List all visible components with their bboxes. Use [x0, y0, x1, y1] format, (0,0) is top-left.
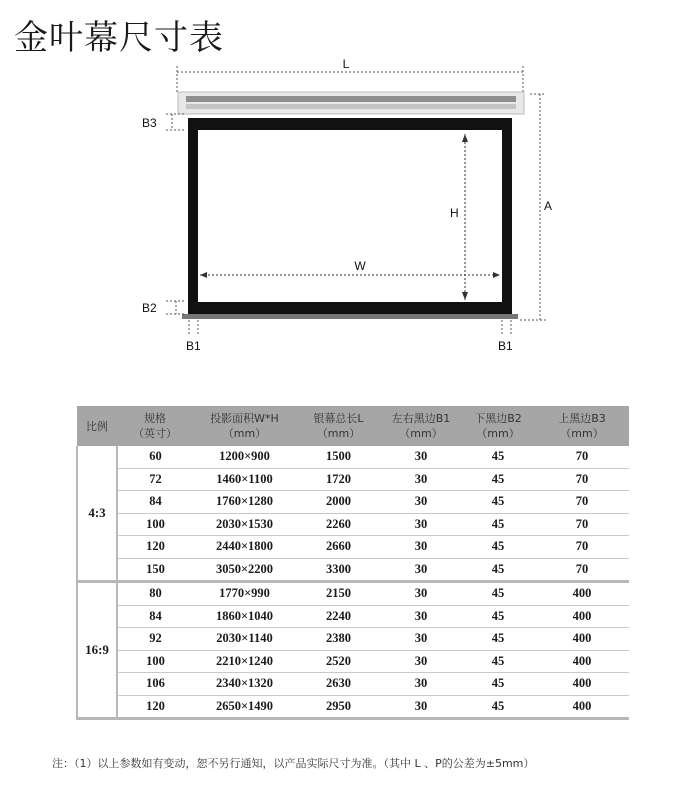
dimension-b3 — [166, 114, 186, 130]
table-header-row — [77, 406, 629, 446]
side-border-cell: 30 — [381, 558, 461, 582]
header-side-border: 左右黑边B1 （mm） — [381, 406, 461, 446]
table-row — [77, 695, 629, 719]
projection-area-cell: 1460×1100 — [193, 468, 296, 491]
ratio-cell: 16:9 — [77, 582, 117, 719]
top-border-cell: 70 — [535, 446, 629, 468]
bottom-border-cell: 45 — [461, 558, 535, 582]
bottom-border-cell: 45 — [461, 468, 535, 491]
header-top-border: 上黑边B3 （mm） — [535, 406, 629, 446]
bottom-border-cell: 45 — [461, 513, 535, 536]
size-cell: 106 — [117, 673, 193, 696]
top-border-cell: 400 — [535, 695, 629, 719]
table-row — [77, 468, 629, 491]
size-spec-table — [76, 406, 629, 720]
dimension-l — [177, 66, 523, 92]
table-row — [77, 673, 629, 696]
dimension-a — [520, 94, 546, 320]
table-row — [77, 536, 629, 559]
projection-area-cell: 1760×1280 — [193, 491, 296, 514]
ratio-cell: 4:3 — [77, 446, 117, 582]
total-length-cell: 2150 — [296, 582, 381, 606]
header-projection-area: 投影面积W*H （mm） — [193, 406, 296, 446]
side-border-cell: 30 — [381, 628, 461, 651]
projection-area-cell: 1860×1040 — [193, 605, 296, 628]
size-cell: 100 — [117, 513, 193, 536]
table-row — [77, 513, 629, 536]
side-border-cell: 30 — [381, 491, 461, 514]
bottom-border-cell: 45 — [461, 491, 535, 514]
bottom-border-cell: 45 — [461, 446, 535, 468]
bottom-border-cell: 45 — [461, 673, 535, 696]
bottom-border-cell: 45 — [461, 695, 535, 719]
label-l: L — [342, 57, 350, 71]
label-h: H — [450, 206, 459, 220]
top-border-cell: 400 — [535, 650, 629, 673]
projection-area-cell: 2340×1320 — [193, 673, 296, 696]
size-cell: 120 — [117, 695, 193, 719]
side-border-cell: 30 — [381, 695, 461, 719]
total-length-cell: 2660 — [296, 536, 381, 559]
size-cell: 92 — [117, 628, 193, 651]
side-border-cell: 30 — [381, 605, 461, 628]
dimension-b1-left — [189, 320, 198, 336]
total-length-cell: 2950 — [296, 695, 381, 719]
total-length-cell: 1500 — [296, 446, 381, 468]
total-length-cell: 2000 — [296, 491, 381, 514]
table-row — [77, 491, 629, 514]
side-border-cell: 30 — [381, 650, 461, 673]
bottom-border-cell: 45 — [461, 628, 535, 651]
top-border-cell: 400 — [535, 582, 629, 606]
size-cell: 100 — [117, 650, 193, 673]
label-b1-right: B1 — [498, 339, 513, 353]
label-b3: B3 — [142, 116, 157, 130]
projection-area-cell: 3050×2200 — [193, 558, 296, 582]
table-body — [77, 446, 629, 719]
page-title: 金叶幕尺寸表 — [14, 18, 224, 58]
side-border-cell: 30 — [381, 582, 461, 606]
top-border-cell: 400 — [535, 605, 629, 628]
top-border-cell: 70 — [535, 558, 629, 582]
dimension-b1-right — [502, 320, 511, 336]
size-cell: 72 — [117, 468, 193, 491]
table-row — [77, 558, 629, 582]
label-a: A — [544, 199, 553, 213]
label-b1-left: B1 — [186, 339, 201, 353]
table-row — [77, 605, 629, 628]
projection-area-cell: 1770×990 — [193, 582, 296, 606]
bottom-border-cell: 45 — [461, 650, 535, 673]
projection-area-cell: 2440×1800 — [193, 536, 296, 559]
total-length-cell: 2630 — [296, 673, 381, 696]
projection-area-cell: 2030×1530 — [193, 513, 296, 536]
top-border-cell: 70 — [535, 468, 629, 491]
top-border-cell: 70 — [535, 491, 629, 514]
header-total-length: 银幕总长L （mm） — [296, 406, 381, 446]
label-b2: B2 — [142, 301, 157, 315]
size-cell: 60 — [117, 446, 193, 468]
size-cell: 120 — [117, 536, 193, 559]
screen-housing — [178, 92, 524, 114]
top-border-cell: 70 — [535, 536, 629, 559]
top-border-cell: 400 — [535, 628, 629, 651]
total-length-cell: 2240 — [296, 605, 381, 628]
label-w: W — [354, 259, 366, 273]
total-length-cell: 1720 — [296, 468, 381, 491]
side-border-cell: 30 — [381, 446, 461, 468]
size-cell: 80 — [117, 582, 193, 606]
header-size: 规格 （英寸） — [117, 406, 193, 446]
dimension-b2 — [166, 301, 186, 314]
header-bottom-border: 下黑边B2 （mm） — [461, 406, 535, 446]
table-row — [77, 628, 629, 651]
size-cell: 84 — [117, 491, 193, 514]
size-cell: 84 — [117, 605, 193, 628]
header-ratio: 比例 — [77, 406, 117, 446]
footnote: 注：（1）以上参数如有变动，恕不另行通知，以产品实际尺寸为准。（其中 L 、P的公差为±5mm） — [52, 757, 535, 770]
table-row — [77, 582, 629, 606]
projection-area-cell: 2210×1240 — [193, 650, 296, 673]
total-length-cell: 2520 — [296, 650, 381, 673]
total-length-cell: 2380 — [296, 628, 381, 651]
table-row — [77, 446, 629, 468]
bottom-border-cell: 45 — [461, 536, 535, 559]
side-border-cell: 30 — [381, 673, 461, 696]
projection-area-cell: 2650×1490 — [193, 695, 296, 719]
side-border-cell: 30 — [381, 468, 461, 491]
projection-area-cell: 1200×900 — [193, 446, 296, 468]
size-cell: 150 — [117, 558, 193, 582]
bottom-border-cell: 45 — [461, 605, 535, 628]
table-row — [77, 650, 629, 673]
top-border-cell: 70 — [535, 513, 629, 536]
projection-area-cell: 2030×1140 — [193, 628, 296, 651]
total-length-cell: 3300 — [296, 558, 381, 582]
bottom-border-cell: 45 — [461, 582, 535, 606]
bottom-bar — [182, 314, 518, 319]
total-length-cell: 2260 — [296, 513, 381, 536]
side-border-cell: 30 — [381, 536, 461, 559]
top-border-cell: 400 — [535, 673, 629, 696]
side-border-cell: 30 — [381, 513, 461, 536]
